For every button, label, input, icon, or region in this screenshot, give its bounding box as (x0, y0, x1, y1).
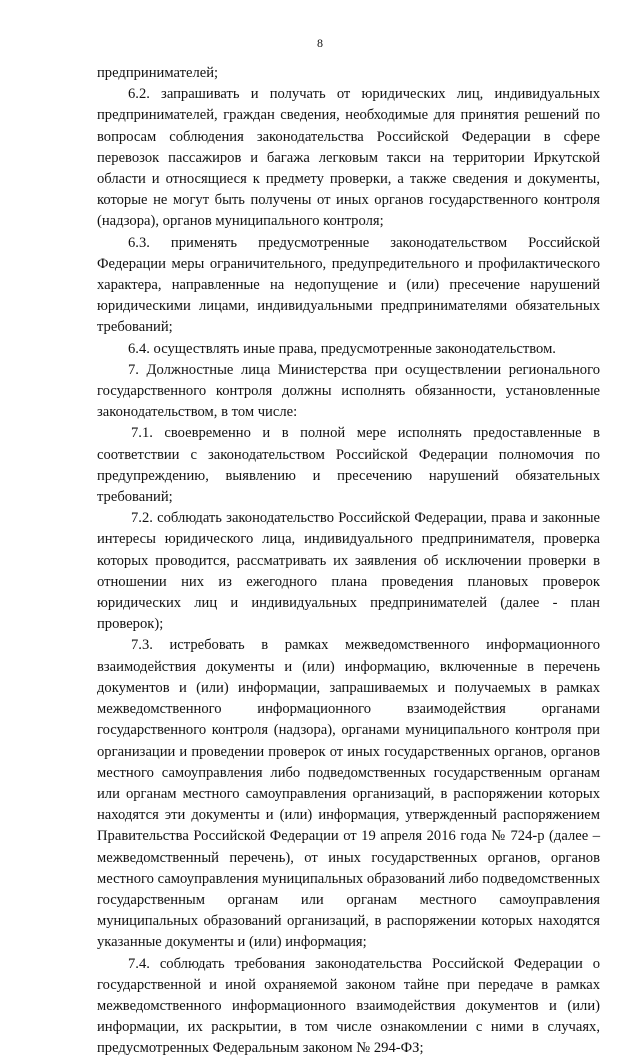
paragraph-7-4: 7.4. соблюдать требования законодательства Российской Федерации о государственной и иной охраняемой законом тайне при передаче в рамках межведомственного информационного взаимодействия документов и (или) информации, их раскрытии, в том числе ознакомлении с ними в случаях, предусмотренных Федеральным законом № 294-ФЗ; (97, 955, 600, 1057)
paragraph-6-4: 6.4. осуществлять иные права, предусмотренные законодательством. (128, 340, 556, 357)
paragraph-7-1: 7.1. своевременно и в полной мере исполнять предоставленные в соответствии с законодательством Российской Федерации полномочия по предупреждению, выявлению и пресечению нарушений обязательных требований; (97, 425, 600, 506)
paragraph-continuation: предпринимателей; (97, 65, 219, 81)
paragraph-7: 7. Должностные лица Министерства при осуществлении регионального государственного контроля должны исполнять обязанности, установленные законодательством, в том числе: (97, 361, 600, 421)
paragraph-7-2: 7.2. соблюдать законодательство Российской Федерации, права и законные интересы юридического лица, индивидуального предпринимателя, проверка которых проводится, рассматривать их заявления об исключении проверки в отношении них из ежегодного плана проведения плановых проверок юридических лиц и индивидуальных предпринимателей (далее - план проверок); (97, 510, 600, 633)
paragraph-6-2: 6.2. запрашивать и получать от юридических лиц, индивидуальных предпринимателей, граждан сведения, необходимые для принятия решений по вопросам соблюдения законодательства Российской Федерации в сфере перевозок пассажиров и багажа легковым такси на территории Иркутской области и относящиеся к предмету проверки, а также сведения и документы, которые не могут быть получены от иных органов государственного контроля (надзора), органов муниципального контроля; (97, 86, 600, 230)
document-body (97, 63, 600, 1060)
page-number: 8 (317, 36, 323, 50)
paragraph-6-3: 6.3. применять предусмотренные законодательством Российской Федерации меры ограничительного, предупредительного и профилактического характера, направленные на недопущение и (или) пресечение нарушений юридическими лицами, индивидуальными предпринимателями обязательных требований; (97, 234, 600, 336)
paragraph-7-3: 7.3. истребовать в рамках межведомственного информационного взаимодействия документы и (или) информацию, включенные в перечень документов и (или) информации, запрашиваемых и получаемых в рамках межведомственного информационного взаимодействия органами государственного контроля (надзора), органами муниципального контроля при организации и проведении проверок от иных государственных органов, органов местного самоуправления либо подведомственных государственным органам или органам местного самоуправления организаций, в распоряжении которых находятся эти документы и (или) информация, утвержденный распоряжением Правительства Российской Федерации от 19 апреля 2016 года № 724-р (далее – межведомственный перечень), от иных государственных органов, органов местного самоуправления муниципальных образований либо подведомственных государственным органам или органам местного самоуправления муниципальных образований организаций, в распоряжении которых находятся указанные документы и (или) информация; (97, 637, 600, 951)
